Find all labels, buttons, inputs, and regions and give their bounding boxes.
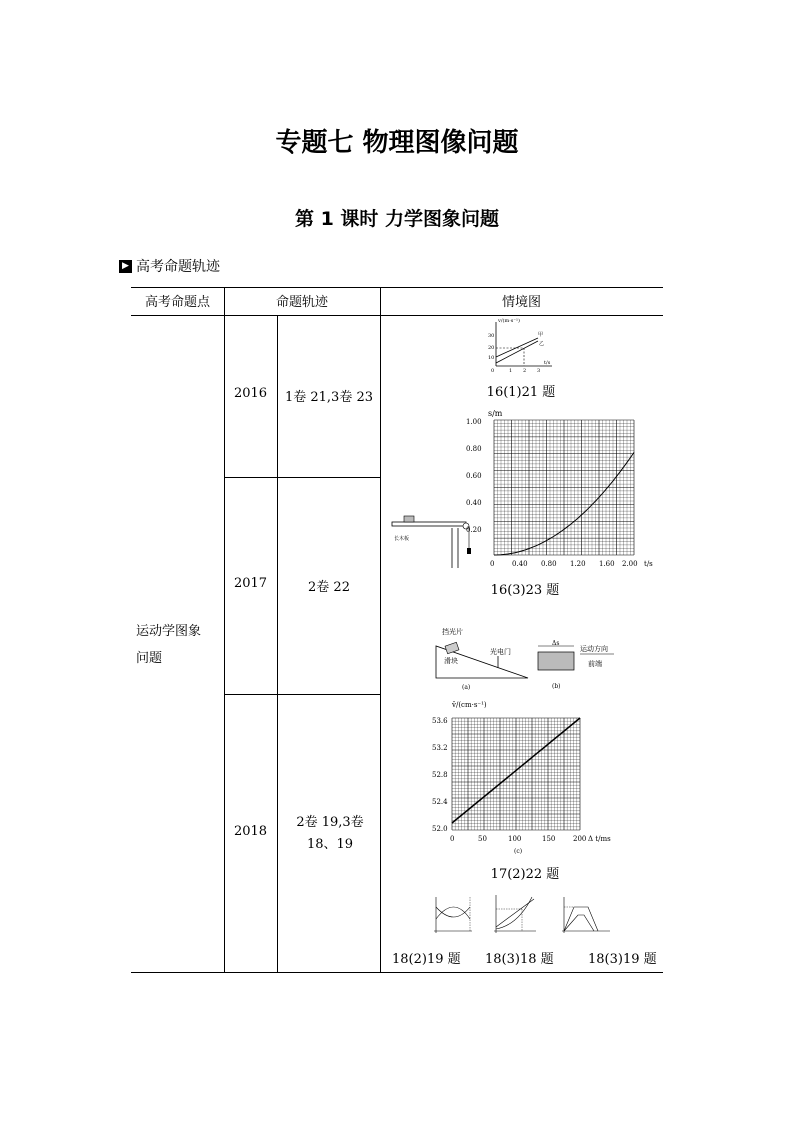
svg-text:0.60: 0.60 — [466, 472, 482, 480]
svg-text:s/m: s/m — [488, 409, 503, 418]
svg-text:0: 0 — [491, 368, 495, 374]
svg-text:Δs: Δs — [552, 640, 560, 647]
svg-text:v/(m·s⁻¹): v/(m·s⁻¹) — [498, 318, 520, 324]
svg-text:52.0: 52.0 — [432, 825, 448, 833]
svg-text:0.40: 0.40 — [512, 560, 528, 568]
svg-text:1.60: 1.60 — [599, 560, 615, 568]
lesson-subtitle: 第 1 课时 力学图象问题 — [294, 208, 500, 230]
svg-text:0: 0 — [450, 835, 455, 843]
svg-text:乙: 乙 — [539, 341, 545, 347]
svg-text:t/s: t/s — [544, 360, 551, 366]
section-heading-label: 高考命题轨迹 — [136, 259, 220, 275]
col-divider-2 — [277, 315, 278, 973]
svg-text:v̄/(cm·s⁻¹): v̄/(cm·s⁻¹) — [452, 701, 487, 709]
svg-text:(a): (a) — [462, 684, 471, 691]
vt-graph-16-1 — [486, 316, 556, 374]
caption-18-3-19: 18(3)19 题 — [588, 952, 657, 967]
svg-text:挡光片: 挡光片 — [442, 628, 463, 636]
svg-text:1: 1 — [509, 368, 513, 374]
svg-text:0.20: 0.20 — [466, 526, 482, 534]
track-2017: 2卷 22 — [308, 580, 350, 595]
svg-text:滑块: 滑块 — [444, 657, 458, 665]
track-2016: 1卷 21,3卷 23 — [284, 390, 374, 405]
svg-text:50: 50 — [478, 835, 487, 843]
svg-text:53.6: 53.6 — [432, 717, 448, 725]
incline-diagram-a — [432, 624, 532, 692]
section-heading — [119, 256, 220, 276]
svg-text:1.20: 1.20 — [570, 560, 586, 568]
svg-text:长木板: 长木板 — [394, 536, 410, 542]
year-2016: 2016 — [233, 386, 268, 401]
svg-text:0.80: 0.80 — [541, 560, 557, 568]
header-figure: 情境图 — [501, 295, 541, 310]
track-2018: 2卷 19,3卷 18、19 — [296, 815, 364, 852]
year-2018: 2018 — [233, 824, 268, 839]
year-2017: 2017 — [233, 576, 268, 591]
svg-text:Δ t/ms: Δ t/ms — [588, 835, 611, 843]
caption-16-1-21: 16(1)21 题 — [486, 385, 556, 400]
svg-text:0.40: 0.40 — [466, 499, 482, 507]
svg-text:150: 150 — [542, 835, 556, 843]
caption-17-2-22: 17(2)22 题 — [490, 867, 560, 882]
svg-text:0.80: 0.80 — [466, 445, 482, 453]
svg-text:t/s: t/s — [644, 560, 653, 568]
svg-text:(b): (b) — [552, 683, 561, 690]
small-graph-18-3-19 — [558, 893, 614, 937]
caption-18-2-19: 18(2)19 题 — [392, 952, 461, 967]
row-divider-2 — [224, 694, 380, 695]
svg-text:前端: 前端 — [588, 660, 602, 668]
table-top-rule — [131, 287, 663, 288]
line-yi — [496, 341, 538, 363]
svg-text:运动方向: 运动方向 — [580, 645, 608, 653]
svg-text:10: 10 — [488, 355, 495, 361]
caption-16-3-23: 16(3)23 题 — [490, 583, 560, 598]
small-graph-18-2-19 — [428, 893, 476, 937]
svg-text:20: 20 — [488, 345, 495, 351]
table-header-rule — [131, 315, 663, 316]
svg-text:52.8: 52.8 — [432, 771, 448, 779]
svg-text:甲: 甲 — [538, 332, 544, 338]
topic-cell: 运动学图象问题 — [136, 624, 202, 666]
svg-text:光电门: 光电门 — [490, 648, 511, 656]
svg-text:30: 30 — [488, 333, 495, 339]
small-graph-18-3-18 — [488, 891, 540, 937]
caption-18-3-18: 18(3)18 题 — [485, 952, 554, 967]
header-track: 命题轨迹 — [275, 295, 328, 310]
svg-text:0: 0 — [490, 560, 495, 568]
line-jia — [496, 338, 538, 357]
svg-text:52.4: 52.4 — [432, 798, 448, 806]
shield-diagram-b — [532, 640, 622, 692]
svg-text:200: 200 — [573, 835, 587, 843]
vbar-graph-17-2 — [428, 698, 618, 856]
svg-text:53.2: 53.2 — [432, 744, 448, 752]
svg-text:2.00: 2.00 — [622, 560, 638, 568]
svg-text:2: 2 — [523, 368, 527, 374]
svg-text:3: 3 — [537, 368, 541, 374]
svg-text:100: 100 — [508, 835, 522, 843]
play-icon: ▶ — [119, 260, 132, 273]
row-divider-1 — [224, 477, 380, 478]
st-graph-16-3 — [462, 408, 658, 568]
page-title: 专题七 物理图像问题 — [275, 128, 519, 158]
col-divider-3 — [380, 287, 381, 973]
header-topic: 高考命题点 — [144, 295, 210, 310]
svg-text:(c): (c) — [514, 848, 523, 855]
table-bottom-rule — [131, 972, 663, 973]
svg-text:1.00: 1.00 — [466, 418, 482, 426]
